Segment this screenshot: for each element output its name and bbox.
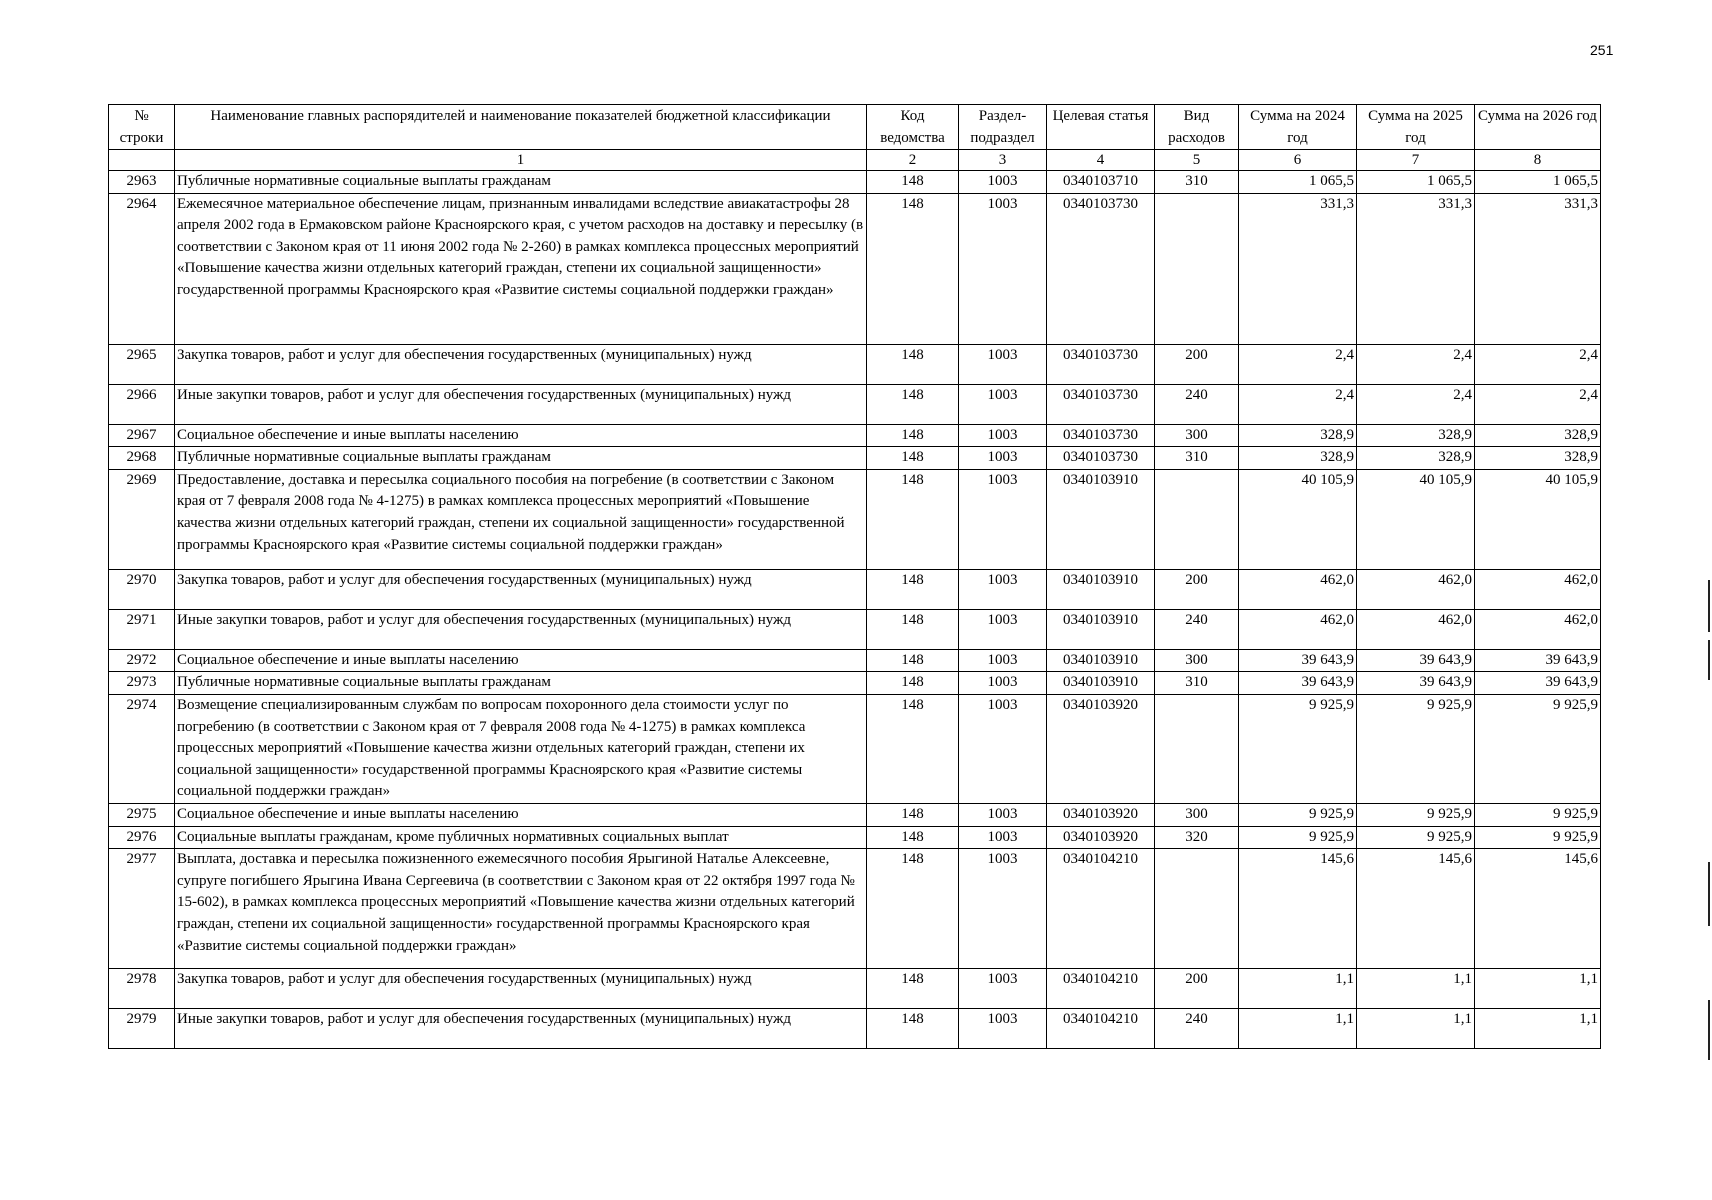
section-code: 1003 xyxy=(959,193,1047,344)
column-index: 3 xyxy=(959,150,1047,171)
table-row xyxy=(109,447,1601,470)
header-row xyxy=(109,105,1601,150)
sum-2024: 328,9 xyxy=(1239,447,1357,470)
sum-2024: 39 643,9 xyxy=(1239,672,1357,695)
row-name: Предоставление, доставка и пересылка социального пособия на погребение (в соответствии с Законом края от 7 февраля 2008 года № 4-1275) в рамках комплекса процессных мероприятий «Повышение качества жизни отдельных категорий граждан, степени их социальной защищенности» государственной программы Красноярского края «Развитие системы социальной поддержки граждан» xyxy=(175,469,867,569)
table-row xyxy=(109,609,1601,649)
column-index-row xyxy=(109,150,1601,171)
expense-kind xyxy=(1155,469,1239,569)
row-number: 2970 xyxy=(109,569,175,609)
sum-2026: 328,9 xyxy=(1475,447,1601,470)
expense-kind: 240 xyxy=(1155,1009,1239,1049)
target-article: 0340103730 xyxy=(1047,447,1155,470)
sum-2025: 39 643,9 xyxy=(1357,649,1475,672)
target-article: 0340104210 xyxy=(1047,849,1155,969)
target-article: 0340103910 xyxy=(1047,672,1155,695)
column-index: 6 xyxy=(1239,150,1357,171)
sum-2024: 2,4 xyxy=(1239,344,1357,384)
table-row xyxy=(109,694,1601,803)
sum-2025: 462,0 xyxy=(1357,569,1475,609)
sum-2024: 1,1 xyxy=(1239,969,1357,1009)
row-name: Публичные нормативные социальные выплаты гражданам xyxy=(175,171,867,194)
row-number: 2968 xyxy=(109,447,175,470)
row-number: 2975 xyxy=(109,803,175,826)
sum-2026: 2,4 xyxy=(1475,344,1601,384)
sum-2024: 1,1 xyxy=(1239,1009,1357,1049)
section-code: 1003 xyxy=(959,826,1047,849)
sum-2024: 9 925,9 xyxy=(1239,694,1357,803)
row-number: 2965 xyxy=(109,344,175,384)
section-code: 1003 xyxy=(959,171,1047,194)
sum-2026: 9 925,9 xyxy=(1475,826,1601,849)
sum-2024: 1 065,5 xyxy=(1239,171,1357,194)
dept-code: 148 xyxy=(867,447,959,470)
column-index: 7 xyxy=(1357,150,1475,171)
row-number: 2973 xyxy=(109,672,175,695)
table-row xyxy=(109,649,1601,672)
target-article: 0340103730 xyxy=(1047,424,1155,447)
row-name: Социальное обеспечение и иные выплаты населению xyxy=(175,803,867,826)
section-code: 1003 xyxy=(959,803,1047,826)
header-name: Наименование главных распорядителей и наименование показателей бюджетной классификации xyxy=(175,105,867,150)
header-row-number: № строки xyxy=(109,105,175,150)
row-name: Социальное обеспечение и иные выплаты населению xyxy=(175,424,867,447)
sum-2025: 1,1 xyxy=(1357,1009,1475,1049)
row-name: Закупка товаров, работ и услуг для обеспечения государственных (муниципальных) нужд xyxy=(175,344,867,384)
section-code: 1003 xyxy=(959,849,1047,969)
target-article: 0340103910 xyxy=(1047,569,1155,609)
expense-kind: 240 xyxy=(1155,609,1239,649)
target-article: 0340103910 xyxy=(1047,609,1155,649)
row-name: Социальное обеспечение и иные выплаты населению xyxy=(175,649,867,672)
expense-kind: 300 xyxy=(1155,803,1239,826)
sum-2025: 2,4 xyxy=(1357,384,1475,424)
expense-kind: 200 xyxy=(1155,969,1239,1009)
header-sum-2025: Сумма на 2025 год xyxy=(1357,105,1475,150)
row-name: Иные закупки товаров, работ и услуг для обеспечения государственных (муниципальных) нужд xyxy=(175,1009,867,1049)
section-code: 1003 xyxy=(959,344,1047,384)
target-article: 0340103910 xyxy=(1047,469,1155,569)
expense-kind xyxy=(1155,694,1239,803)
table-row xyxy=(109,803,1601,826)
row-number: 2974 xyxy=(109,694,175,803)
column-index: 4 xyxy=(1047,150,1155,171)
sum-2024: 39 643,9 xyxy=(1239,649,1357,672)
sum-2026: 9 925,9 xyxy=(1475,803,1601,826)
row-name: Ежемесячное материальное обеспечение лицам, признанным инвалидами вследствие авиакатастрофы 28 апреля 2002 года в Ермаковском районе Красноярского края, с учетом расходов на доставку и пересылку (в соответствии с Законом края от 11 июня 2002 года № 2-260) в рамках комплекса процессных мероприятий «Повышение качества жизни отдельных категорий граждан, степени их социальной защищенности» государственной программы Красноярского края «Развитие системы социальной поддержки граждан» xyxy=(175,193,867,344)
row-name: Иные закупки товаров, работ и услуг для обеспечения государственных (муниципальных) нужд xyxy=(175,384,867,424)
sum-2026: 462,0 xyxy=(1475,609,1601,649)
sum-2026: 2,4 xyxy=(1475,384,1601,424)
header-section: Раздел-подраздел xyxy=(959,105,1047,150)
header-sum-2024: Сумма на 2024 год xyxy=(1239,105,1357,150)
expense-kind: 300 xyxy=(1155,424,1239,447)
row-number: 2963 xyxy=(109,171,175,194)
expense-kind: 310 xyxy=(1155,672,1239,695)
row-name: Публичные нормативные социальные выплаты гражданам xyxy=(175,447,867,470)
target-article: 0340103730 xyxy=(1047,384,1155,424)
sum-2025: 462,0 xyxy=(1357,609,1475,649)
scan-edge-mark xyxy=(1708,862,1710,926)
section-code: 1003 xyxy=(959,649,1047,672)
dept-code: 148 xyxy=(867,969,959,1009)
row-number: 2978 xyxy=(109,969,175,1009)
sum-2026: 39 643,9 xyxy=(1475,672,1601,695)
row-number: 2966 xyxy=(109,384,175,424)
expense-kind: 310 xyxy=(1155,171,1239,194)
table-row xyxy=(109,424,1601,447)
table-row xyxy=(109,171,1601,194)
row-number: 2972 xyxy=(109,649,175,672)
scan-edge-mark xyxy=(1708,640,1710,680)
scan-edge-mark xyxy=(1708,580,1710,632)
sum-2025: 331,3 xyxy=(1357,193,1475,344)
table-row xyxy=(109,826,1601,849)
row-number: 2967 xyxy=(109,424,175,447)
dept-code: 148 xyxy=(867,803,959,826)
expense-kind: 320 xyxy=(1155,826,1239,849)
column-index: 2 xyxy=(867,150,959,171)
table-row xyxy=(109,193,1601,344)
sum-2026: 145,6 xyxy=(1475,849,1601,969)
column-index: 8 xyxy=(1475,150,1601,171)
row-number: 2979 xyxy=(109,1009,175,1049)
section-code: 1003 xyxy=(959,969,1047,1009)
table-row xyxy=(109,569,1601,609)
dept-code: 148 xyxy=(867,672,959,695)
sum-2024: 331,3 xyxy=(1239,193,1357,344)
row-name: Публичные нормативные социальные выплаты гражданам xyxy=(175,672,867,695)
row-name: Выплата, доставка и пересылка пожизненного ежемесячного пособия Ярыгиной Наталье Алексеевне, супруге погибшего Ярыгина Ивана Сергеевича (в соответствии с Законом края от 22 октября 1997 года № 15-602), в рамках комплекса процессных мероприятий «Повышение качества жизни отдельных категорий граждан, степени их социальной защищенности» государственной программы Красноярского края «Развитие системы социальной поддержки граждан» xyxy=(175,849,867,969)
target-article: 0340104210 xyxy=(1047,969,1155,1009)
dept-code: 148 xyxy=(867,826,959,849)
sum-2025: 145,6 xyxy=(1357,849,1475,969)
sum-2026: 462,0 xyxy=(1475,569,1601,609)
expense-kind: 310 xyxy=(1155,447,1239,470)
header-target-article: Целевая статья xyxy=(1047,105,1155,150)
row-name: Закупка товаров, работ и услуг для обеспечения государственных (муниципальных) нужд xyxy=(175,969,867,1009)
target-article: 0340103920 xyxy=(1047,803,1155,826)
sum-2025: 328,9 xyxy=(1357,447,1475,470)
sum-2025: 39 643,9 xyxy=(1357,672,1475,695)
sum-2025: 2,4 xyxy=(1357,344,1475,384)
dept-code: 148 xyxy=(867,609,959,649)
dept-code: 148 xyxy=(867,193,959,344)
table-row xyxy=(109,344,1601,384)
row-name: Возмещение специализированным службам по вопросам похоронного дела стоимости услуг по погребению (в соответствии с Законом края от 7 февраля 2008 года № 4-1275) в рамках комплекса процессных мероприятий «Повышение качества жизни отдельных категорий граждан, степени их социальной защищенности» государственной программы Красноярского края «Развитие системы социальной поддержки граждан» xyxy=(175,694,867,803)
column-index: 5 xyxy=(1155,150,1239,171)
sum-2025: 1 065,5 xyxy=(1357,171,1475,194)
header-dept-code: Код ведомства xyxy=(867,105,959,150)
target-article: 0340103910 xyxy=(1047,649,1155,672)
table-row xyxy=(109,969,1601,1009)
sum-2026: 9 925,9 xyxy=(1475,694,1601,803)
dept-code: 148 xyxy=(867,849,959,969)
row-name: Иные закупки товаров, работ и услуг для обеспечения государственных (муниципальных) нужд xyxy=(175,609,867,649)
target-article: 0340104210 xyxy=(1047,1009,1155,1049)
budget-table xyxy=(108,104,1601,1049)
target-article: 0340103920 xyxy=(1047,826,1155,849)
row-number: 2976 xyxy=(109,826,175,849)
section-code: 1003 xyxy=(959,609,1047,649)
column-index: 1 xyxy=(175,150,867,171)
table-row xyxy=(109,849,1601,969)
table-row xyxy=(109,469,1601,569)
section-code: 1003 xyxy=(959,447,1047,470)
sum-2024: 462,0 xyxy=(1239,609,1357,649)
dept-code: 148 xyxy=(867,469,959,569)
sum-2026: 328,9 xyxy=(1475,424,1601,447)
sum-2025: 40 105,9 xyxy=(1357,469,1475,569)
expense-kind: 200 xyxy=(1155,569,1239,609)
target-article: 0340103730 xyxy=(1047,193,1155,344)
sum-2024: 145,6 xyxy=(1239,849,1357,969)
expense-kind: 240 xyxy=(1155,384,1239,424)
target-article: 0340103920 xyxy=(1047,694,1155,803)
row-number: 2964 xyxy=(109,193,175,344)
sum-2025: 1,1 xyxy=(1357,969,1475,1009)
sum-2026: 39 643,9 xyxy=(1475,649,1601,672)
sum-2026: 331,3 xyxy=(1475,193,1601,344)
section-code: 1003 xyxy=(959,424,1047,447)
scan-edge-mark xyxy=(1708,1000,1710,1060)
sum-2025: 328,9 xyxy=(1357,424,1475,447)
section-code: 1003 xyxy=(959,694,1047,803)
target-article: 0340103710 xyxy=(1047,171,1155,194)
sum-2024: 462,0 xyxy=(1239,569,1357,609)
section-code: 1003 xyxy=(959,672,1047,695)
sum-2025: 9 925,9 xyxy=(1357,803,1475,826)
expense-kind xyxy=(1155,193,1239,344)
sum-2024: 40 105,9 xyxy=(1239,469,1357,569)
sum-2024: 328,9 xyxy=(1239,424,1357,447)
section-code: 1003 xyxy=(959,569,1047,609)
row-name: Закупка товаров, работ и услуг для обеспечения государственных (муниципальных) нужд xyxy=(175,569,867,609)
dept-code: 148 xyxy=(867,1009,959,1049)
table-row xyxy=(109,672,1601,695)
expense-kind: 200 xyxy=(1155,344,1239,384)
row-name: Социальные выплаты гражданам, кроме публичных нормативных социальных выплат xyxy=(175,826,867,849)
expense-kind xyxy=(1155,849,1239,969)
dept-code: 148 xyxy=(867,569,959,609)
dept-code: 148 xyxy=(867,424,959,447)
sum-2026: 1 065,5 xyxy=(1475,171,1601,194)
expense-kind: 300 xyxy=(1155,649,1239,672)
sum-2024: 9 925,9 xyxy=(1239,803,1357,826)
section-code: 1003 xyxy=(959,469,1047,569)
page-number: 251 xyxy=(1590,42,1614,58)
sum-2025: 9 925,9 xyxy=(1357,826,1475,849)
header-sum-2026: Сумма на 2026 год xyxy=(1475,105,1601,150)
section-code: 1003 xyxy=(959,1009,1047,1049)
dept-code: 148 xyxy=(867,694,959,803)
target-article: 0340103730 xyxy=(1047,344,1155,384)
row-number: 2969 xyxy=(109,469,175,569)
section-code: 1003 xyxy=(959,384,1047,424)
table-row xyxy=(109,384,1601,424)
column-index xyxy=(109,150,175,171)
sum-2024: 2,4 xyxy=(1239,384,1357,424)
dept-code: 148 xyxy=(867,171,959,194)
sum-2025: 9 925,9 xyxy=(1357,694,1475,803)
sum-2024: 9 925,9 xyxy=(1239,826,1357,849)
row-number: 2971 xyxy=(109,609,175,649)
dept-code: 148 xyxy=(867,384,959,424)
sum-2026: 40 105,9 xyxy=(1475,469,1601,569)
row-number: 2977 xyxy=(109,849,175,969)
dept-code: 148 xyxy=(867,649,959,672)
header-expense-kind: Вид расходов xyxy=(1155,105,1239,150)
dept-code: 148 xyxy=(867,344,959,384)
sum-2026: 1,1 xyxy=(1475,1009,1601,1049)
table-row xyxy=(109,1009,1601,1049)
sum-2026: 1,1 xyxy=(1475,969,1601,1009)
